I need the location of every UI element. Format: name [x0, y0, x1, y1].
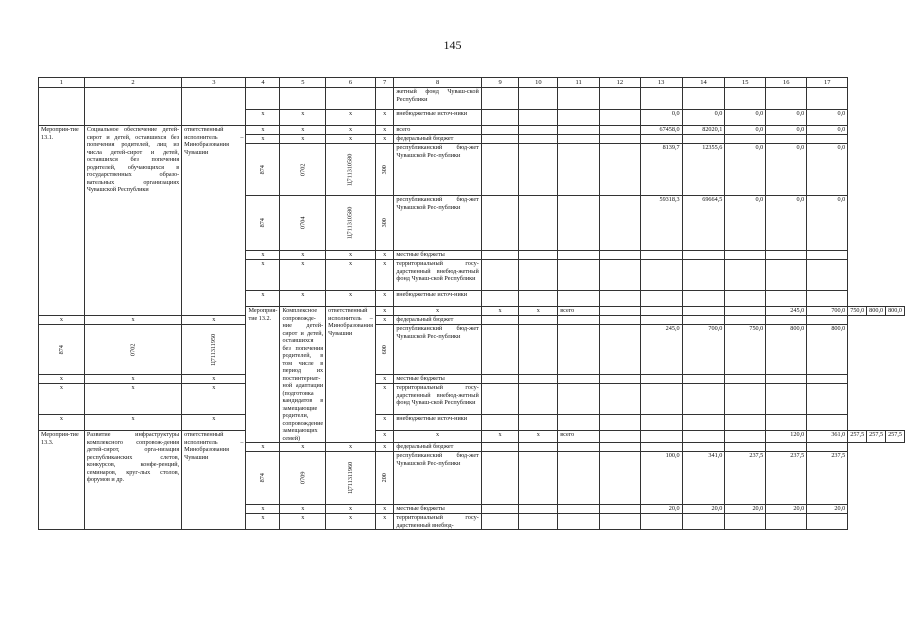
table-row: x x x x местные бюджеты	[39, 375, 905, 384]
table-row: x x x x внебюджетные источ-ники 0,0 0,0 0,0 0,0 0,0	[39, 110, 905, 126]
event-name: Комплексное сопровожде-ние детей-сирот и детей, оставшихся без попечения родителей, в том числе в период их постинтернат-ной адаптации (подготовка кандидатов в замещающие родители, сопровождение замещающих семей)	[280, 307, 326, 443]
table-row: Мероприя-тие 13.3. Развитие инфраструктуры комплексного сопровож-дения детей-сирот, орга-низация республиканских слетов, конкурсов, конфе-ренций, семинаров, круг-лых столов, форумов и др. ответственный исполнитель – Минобразования Чувашии x x x x всего 120,0 361,0 257,5 257,5 257,5	[39, 431, 905, 443]
budget-table	[38, 77, 905, 530]
col-header: 6	[326, 78, 376, 88]
event-code: Мероприя-тие 13.2.	[246, 307, 280, 443]
table-row	[39, 88, 905, 110]
col-header: 10	[519, 78, 558, 88]
event-executor: ответственный исполнитель – Минобразования Чувашии	[326, 307, 376, 443]
col-header: 1	[39, 78, 85, 88]
col-header: 12	[600, 78, 641, 88]
table-row: Мероприя-тие 13.1. Социальное обеспечение детей-сирот и детей, оставшихся без попечения родителей, лиц из числа детей-сирот и детей, оставшихся без попечения родителей, обучающихся в государственных образо-вательных организациях Чувашской Республики ответственный исполнитель – Минобразования Чувашии x x x x всего 67458,0 82020,1 0,0 0,0 0,0	[39, 126, 905, 135]
page-number: 145	[443, 38, 462, 52]
table-row: x x x x внебюджетные источ-ники	[39, 415, 905, 431]
table-row: 874 0702 Ц711311950 600 республиканский бюд-жет Чувашской Рес-публики 245,0 700,0 750,0 800,0 800,0	[39, 325, 905, 375]
table-row: 874 0704 Ц711310580 300 республиканский бюд-жет Чувашской Рес-публики 59318,3 69664,5 0,0 0,0 0,0	[39, 196, 905, 251]
event-executor: ответственный исполнитель – Минобразования Чувашии	[182, 431, 246, 530]
table-row: x x x x территориальный госу-дарственный внебюд-жетный фонд Чуваш-ской Республики	[39, 384, 905, 415]
col-header: 13	[640, 78, 682, 88]
table-row: x x x x местные бюджеты	[39, 251, 905, 260]
col-header: 5	[280, 78, 326, 88]
source-extra: внебюджетные источ-ники	[394, 110, 481, 126]
table-row: x x x x внебюджетные источ-ники	[39, 291, 905, 307]
col-header: 7	[375, 78, 393, 88]
table-row: x x x x федеральный бюджет	[39, 316, 905, 325]
table-row: 874 0702 Ц711310580 300 республиканский бюд-жет Чувашской Рес-публики 8139,7 12355,6 0,0 0,0 0,0	[39, 144, 905, 196]
event-executor: ответственный исполнитель – Минобразования Чувашии	[182, 126, 246, 316]
col-header: 2	[84, 78, 181, 88]
event-code: Мероприя-тие 13.3.	[39, 431, 85, 530]
event-name: Социальное обеспечение детей-сирот и детей, оставшихся без попечения родителей, лиц из числа детей-сирот и детей, оставшихся без попечения родителей, обучающихся в государственных образо-вательных организациях Чувашской Республики	[84, 126, 181, 316]
col-header: 9	[481, 78, 519, 88]
table-row: x x x x территориальный госу-дарственный внебюд-жетный фонд Чуваш-ской Республики	[39, 260, 905, 291]
col-header: 14	[682, 78, 725, 88]
col-header: 8	[394, 78, 481, 88]
table-row: x x x x федеральный бюджет	[39, 135, 905, 144]
col-header: 15	[725, 78, 766, 88]
event-name: Развитие инфраструктуры комплексного сопровож-дения детей-сирот, орга-низация республиканских слетов, конкурсов, конфе-ренций, семинаров, круг-лых столов, форумов и др.	[84, 431, 181, 530]
event-code: Мероприя-тие 13.1.	[39, 126, 85, 316]
cell	[182, 88, 246, 126]
cell	[39, 88, 85, 126]
cell	[84, 88, 181, 126]
col-header: 11	[558, 78, 600, 88]
source-fund: жетный фонд Чуваш-ской Республики	[394, 88, 481, 110]
table-row: x x x x федеральный бюджет	[39, 443, 905, 452]
col-header: 4	[246, 78, 280, 88]
col-header: 17	[807, 78, 848, 88]
table-row: Мероприя-тие 13.2. Комплексное сопровожде-ние детей-сирот и детей, оставшихся без попечения родителей, в том числе в период их постинтернат-ной адаптации (подготовка кандидатов в замещающие родители, сопровождение замещающих семей) ответственный исполнитель – Минобразования Чувашии x x x x всего 245,0 700,0 750,0 800,0 800,0	[39, 307, 905, 316]
table-row: x x x x территориальный госу-дарственный внебюд-	[39, 514, 905, 530]
header-row	[39, 78, 905, 88]
col-header: 3	[182, 78, 246, 88]
table-row: x x x x местные бюджеты 20,0 20,0 20,0 20,0 20,0	[39, 505, 905, 514]
table-row: 874 0709 Ц711311960 200 республиканский бюд-жет Чувашской Рес-публики 100,0 341,0 237,5 237,5 237,5	[39, 452, 905, 505]
col-header: 16	[766, 78, 807, 88]
